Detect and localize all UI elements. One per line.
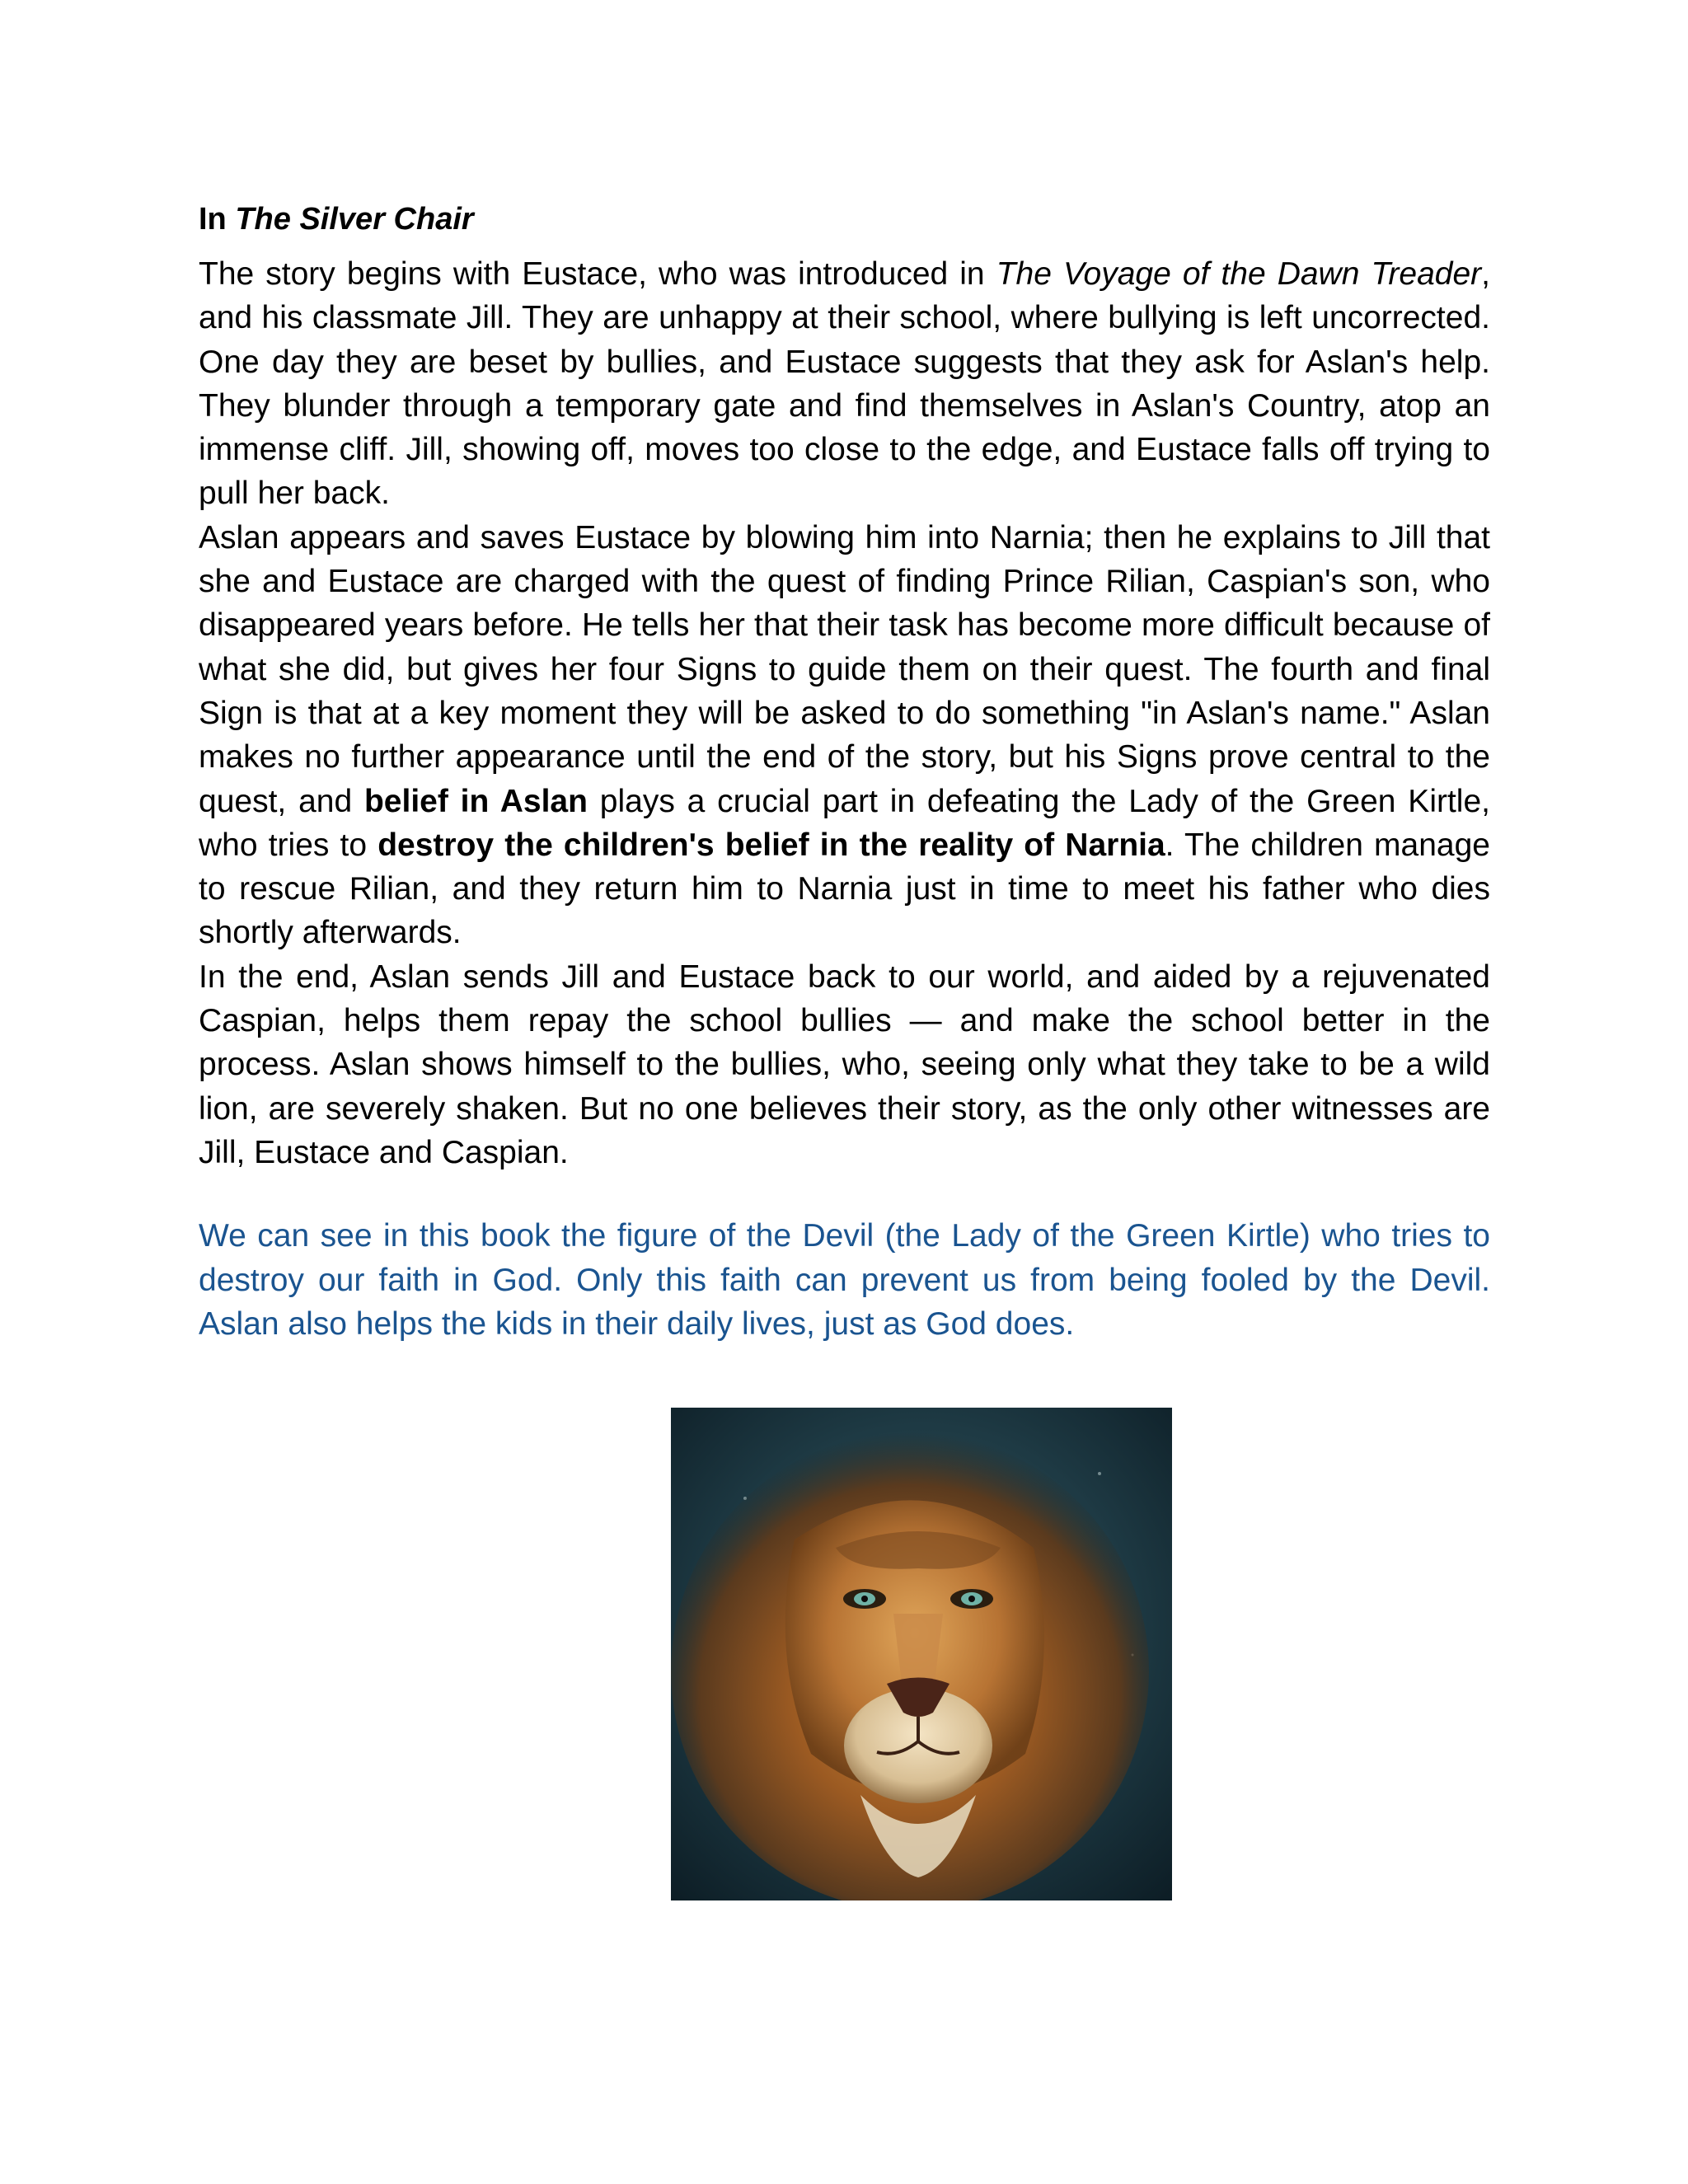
paragraph-story-begins: [199, 252, 1490, 516]
emphasis-belief-in-aslan: belief in Aslan: [363, 783, 588, 819]
lion-illustration: [671, 1408, 1172, 1900]
book-title-voyage: The Voyage of the Dawn Treader: [996, 256, 1482, 292]
text-run: plays a crucial part in defeating the Lady of the Green Kirtle, who tries to: [199, 783, 1490, 863]
commentary-paragraph: We can see in this book the figure of the Devil (the Lady of the Green Kirtle) who tries to destroy our faith in God. Only this faith can prevent us from being fooled by the Devil. Aslan also helps the kids in their daily lives, just as God does.: [199, 1218, 1490, 1342]
heading-prefix: In: [199, 202, 227, 237]
paragraph-the-end: In the end, Aslan sends Jill and Eustace back to our world, and aided by a rejuvenated Caspian, helps them repay the school bullies — and make the school better in the process. Aslan shows himself to the bullies, who, seeing only what they take to be a wild lion, are severely shaken. But no one believes their story, as the only other witnesses are Jill, Eustace and Caspian.: [199, 958, 1490, 1170]
section-heading: [199, 198, 1490, 241]
document-content: [199, 198, 1490, 1346]
book-title: The Silver Chair: [235, 202, 474, 237]
text-run: The story begins with Eustace, who was introduced in: [199, 256, 996, 292]
emphasis-destroy-belief: destroy the children's belief in the reality of Narnia: [377, 827, 1165, 863]
text-run: . The children manage to rescue Rilian, and they return him to Narnia just in time to meet his father who dies shortly afterwards.: [199, 827, 1490, 951]
text-run: , and his classmate Jill. They are unhappy at their school, where bullying is left uncorrected. One day they are beset by bullies, and Eustace suggests that they ask for Aslan's help. They blunder through a temporary gate and find themselves in Aslan's Country, atop an immense cliff. Jill, showing off, moves too close to the edge, and Eustace falls off trying to pull her back.: [199, 256, 1490, 512]
paragraph-aslan-appears: [199, 516, 1490, 955]
text-run: Aslan appears and saves Eustace by blowing him into Narnia; then he explains to Jill that she and Eustace are charged with the quest of finding Prince Rilian, Caspian's son, who disappeared years before. He tells her that their task has become more difficult because of what she did, but gives her four Signs to guide them on their quest. The fourth and final Sign is that at a key moment they will be asked to do something "in Aslan's name." Aslan makes no further appearance until the end of the story, but his Signs prove central to the quest, and: [199, 519, 1490, 819]
aslan-lion-image: [671, 1408, 1172, 1900]
